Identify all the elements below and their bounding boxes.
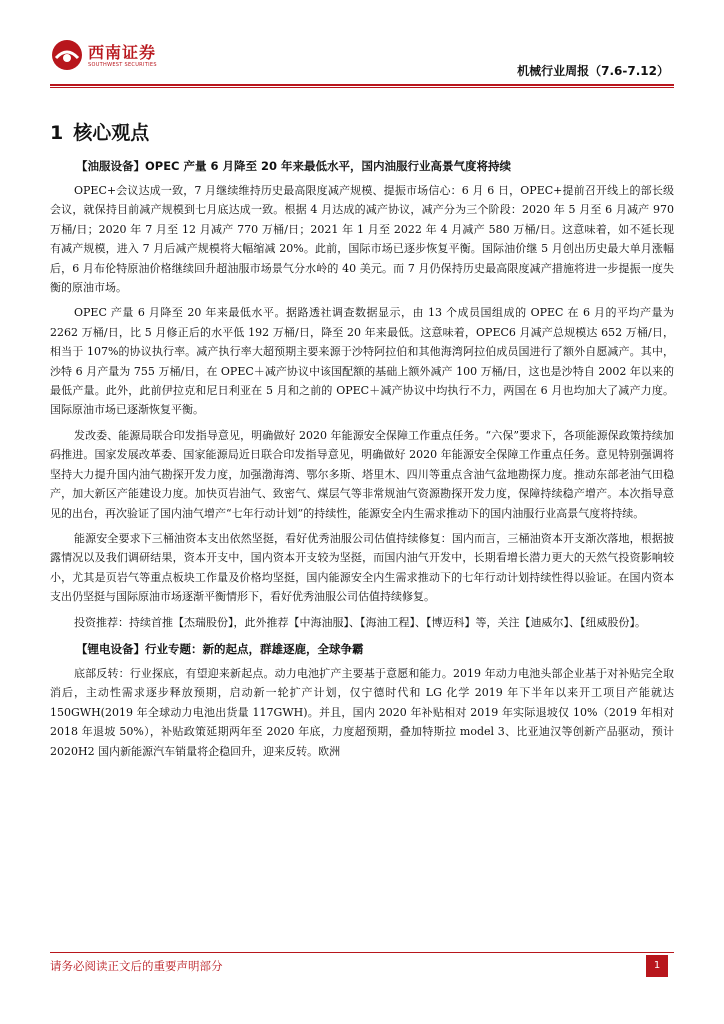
body-text xyxy=(50,157,674,761)
subheading: 【锂电设备】行业专题：新的起点，群雄逐鹿，全球争霸 xyxy=(76,641,364,656)
company-logo xyxy=(50,38,190,78)
paragraph: OPEC+会议达成一致，7 月继续维持历史最高限度减产规模、提振市场信心：6 月 6 日，OPEC+提前召开线上的部长级会议，就保持目前减产规模到七月底达成一致。根据 4 月达成的减产协议，减产分为三个阶段：2020 年 5 月至 6 月减产 970 万桶/日；2020 年 7 月至 12 月减产 770 万桶/日；2021 年 1 月至 2022 年 4 月减产 580 万桶/日。这意味着，如不延长现有减产规模，进入 7 月后减产规模将大幅缩减 20%。此前，国际市场已逐步恢复平衡。国际油价继 5 月创出历史最大单月涨幅后，6 月布伦特原油价格继续回升超油服市场景气分水岭的 40 美元。而 7 月仍保持历史最高限度减产措施将进一步提振一度失衡的原油市场。 xyxy=(50,184,674,295)
subheading: 【油服设备】OPEC 产量 6 月降至 20 年来最低水平，国内油服行业高景气度将持续 xyxy=(76,159,512,173)
paragraph: 能源安全要求下三桶油资本支出依然坚挺，看好优秀油服公司估值持续修复：国内而言，三桶油资本开支渐次落地，根据披露情况以及我们调研结果，资本开支中，国内资本开支较为坚挺，而国内油气开发中，长期看增长潜力更大的天然气投资影响较小，尤其是页岩气等重点板块工作量及价格均坚挺，国内能源安全内生需求推动下的七年行动计划持续性得以验证。在国内资本支出仍坚挺与国际原油市场逐渐平衡情形下，看好优秀油服公司估值持续修复。 xyxy=(50,531,674,604)
page-header xyxy=(0,0,724,92)
section-heading xyxy=(50,118,674,145)
paragraph: OPEC 产量 6 月降至 20 年来最低水平。据路透社调查数据显示，由 13 个成员国组成的 OPEC 在 6 月的平均产量为 2262 万桶/日，比 5 月修正后的水平低 192 万桶/日，降至 20 年来最低。这意味着，OPEC6 月减产总规模达 652 万桶/日，相当于 107%的协议执行率。减产执行率大超预期主要来源于沙特阿拉伯和其他海湾阿拉伯成员国进行了额外自愿减产。其中，沙特 6 月产量为 755 万桶/日，在 OPEC＋减产协议中该国配额的基础上额外减产 100 万桶/日，这也是沙特自 2002 年以来的最低产量。此外，此前伊拉克和尼日利亚在 5 月和之前的 OPEC＋减产协议中均执行不力，两国在 6 月也均加大了减产力度。国际原油市场已逐渐恢复平衡。 xyxy=(50,306,674,417)
page-number: 1 xyxy=(646,955,668,977)
section-title: 核心观点 xyxy=(73,122,150,144)
paragraph: 发改委、能源局联合印发指导意见，明确做好 2020 年能源安全保障工作重点任务。“六保”要求下，各项能源保政策持续加码推进。国家发展改革委、国家能源局近日联合印发指导意见，明确做好 2020 年能源安全保障工作重点任务。意见特别强调将坚持大力提升国内油气勘探开发力度，加强渤海湾、鄂尔多斯、塔里木、四川等重点含油气盆地勘探力度。推动东部老油气田稳产，加大新区产能建设力度。加快页岩油气、致密气、煤层气等非常规油气资源勘探开发力度，保障持续稳产增产。本次指导意见的出台，再次验证了国内油气增产“七年行动计划”的持续性，能源安全内生需求推动下的国内油服行业高景气度将持续。 xyxy=(50,428,674,520)
header-divider-thin xyxy=(50,87,674,88)
report-title: 机械行业周报（7.6-7.12） xyxy=(517,64,669,78)
footer-disclaimer: 请务必阅读正文后的重要声明部分 xyxy=(50,959,223,973)
paragraph: 投资推荐：持续首推【杰瑞股份】，此外推荐【中海油服】、【海油工程】、【博迈科】等，关注【迪威尔】、【纽威股份】。 xyxy=(74,615,646,629)
logo-text-cn: 西南证券 xyxy=(88,43,157,62)
footer-divider xyxy=(50,952,674,953)
header-divider xyxy=(50,84,674,86)
section-number: 1 xyxy=(50,122,64,144)
logo-text-en: SOUTHWEST SECURITIES xyxy=(88,62,157,68)
paragraph: 底部反转：行业探底，有望迎来新起点。动力电池扩产主要基于意愿和能力。2019 年动力电池头部企业基于对补贴完全取消后，主动性需求逐步释放预期，启动新一轮扩产计划，仅宁德时代和 LG 化学 2019 年下半年以来开工项目产能就达 150GWH(2019 年全球动力电池出货量 117GWH)。并且，国内 2020 年补贴相对 2019 年实际退坡仅 10%（2019 年相对 2018 年退坡 50%），补贴政策延期两年至 2020 年底，力度超预期，叠加特斯拉 model 3、比亚迪汉等创新产品驱动，预计 2020H2 国内新能源汽车销量将企稳回升，迎来反转。欧洲 xyxy=(50,666,674,758)
main-content xyxy=(50,118,674,767)
logo-mark-icon xyxy=(50,38,84,72)
